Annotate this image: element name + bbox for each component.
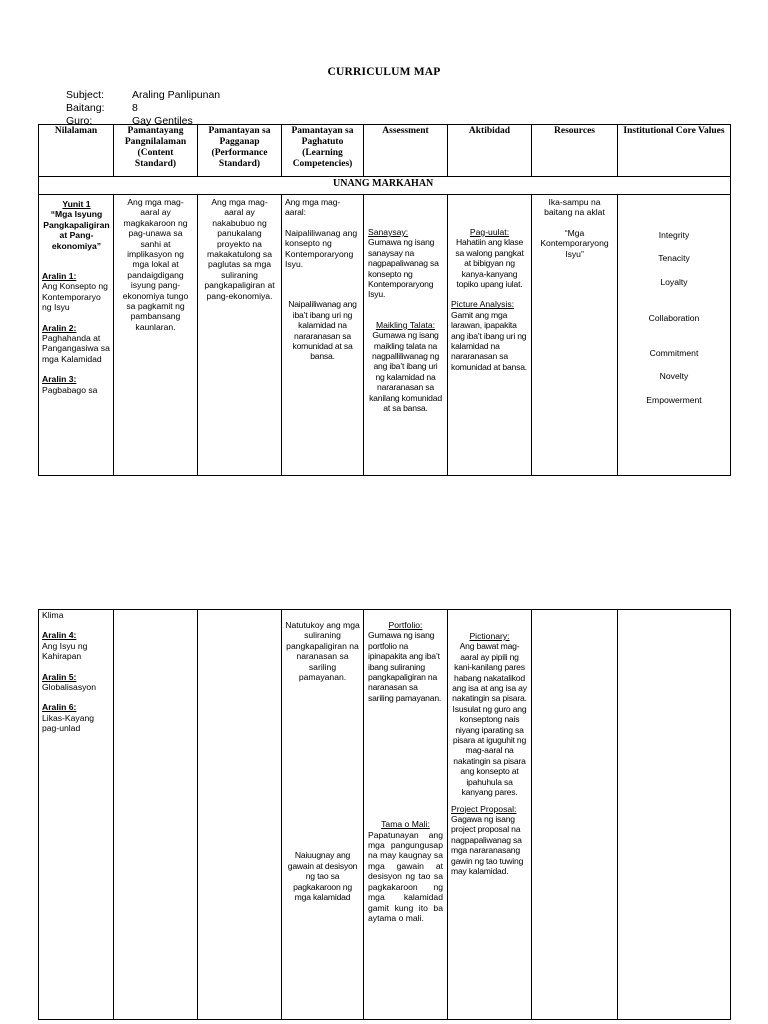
meta-grade <box>66 102 220 115</box>
core-value: Loyalty <box>660 276 688 287</box>
aralin-3-label: Aralin 3: <box>42 374 77 385</box>
core-value: Empowerment <box>646 395 702 406</box>
yunit-title: “Mga Isyung Pangkapaligiran at Pang-ekonomiya” <box>43 209 110 251</box>
competency-2: Naipaliliwanag ang iba’t ibang uri ng kalamidad na nararanasan sa komunidad at sa bansa. <box>288 299 357 362</box>
core-value: Tenacity <box>658 253 690 264</box>
activity-2-text: Gagawa ng isang project proposal na nagpapaliwanag sa mga nararanasang gawin ng tao tuwing may kalamidad. <box>451 813 524 876</box>
meta-value: Gay Gentiles <box>132 115 193 127</box>
activity-1-text: Ang bawat mag-aaral ay pipili ng kani-kanilang pares habang nakatalikod ang isa at ang isa ay nakatingin sa pisara. Isusulat ng guro ang konseptong nais niyang iparating sa pisara at iguguhit ng mag-aaral na nakatingin sa pisara ang konsepto at ipahuhula sa kanyang pares. <box>452 641 527 798</box>
assessment-2-text: Papatunayan ang mga pangungusap na may kaugnay sa mga gawain at desisyon ng tao sa pagkakaroon ng mga kalamidad gamit kung ito ba aytama o mali. <box>368 829 443 923</box>
assessment-1-text: Gumawa ng isang sanaysay na nagpapaliwanag sa konsepto ng Kontemporaryong Isyu. <box>368 237 439 300</box>
yunit-label: Yunit 1 <box>62 199 91 209</box>
cell-performance-standard <box>198 610 282 1020</box>
header-nilalaman: Nilalaman <box>39 125 114 177</box>
aralin-1-label: Aralin 1: <box>42 271 77 282</box>
aralin-2-label: Aralin 2: <box>42 322 77 333</box>
header-resources: Resources <box>532 125 618 177</box>
assessment-2-label: Maikling Talata: <box>375 319 436 330</box>
body-row <box>39 610 731 1020</box>
aralin-6-label: Aralin 6: <box>42 702 77 713</box>
curriculum-table-page-2 <box>38 609 731 1020</box>
klima-text: Klima <box>42 610 64 620</box>
meta-label: Guro: <box>66 115 93 127</box>
core-value: Commitment <box>649 347 699 358</box>
curriculum-table-page-1 <box>38 124 731 476</box>
activity-1-label: Pictionary: <box>469 631 510 641</box>
aralin-4-text: Ang Isyu ng Kahirapan <box>42 640 88 662</box>
quarter-label: UNANG MARKAHAN <box>333 178 434 189</box>
document-meta <box>66 89 220 128</box>
meta-label: Subject: <box>66 89 104 101</box>
competency-1: Natutukoy ang mga suliraning pangkapaligiran na naranasan sa sariling pamayanan. <box>285 620 360 683</box>
core-value: Novelty <box>659 371 689 382</box>
header-core-values: Institutional Core Values <box>618 125 731 177</box>
quarter-row <box>39 177 731 195</box>
cell-resources <box>532 195 618 476</box>
header-learning-competencies: Pamantayan sa Paghatuto (Learning Competencies) <box>282 125 364 177</box>
header-content-standard: Pamantayang Pangnilalaman (Content Standard) <box>114 125 198 177</box>
quarter-heading <box>39 177 731 195</box>
header-aktibidad: Aktibidad <box>448 125 532 177</box>
cell-core-values <box>618 610 731 1020</box>
header-performance-standard: Pamantayan sa Pagganap (Performance Standard) <box>198 125 282 177</box>
activity-1-label: Pag-uulat: <box>469 227 510 237</box>
activity-2-text: Gamit ang mga larawan, ipapakita ang iba’t ibang uri ng kalamidad na nararanasan sa komunidad at bansa. <box>451 309 527 372</box>
resources-1: Ika-sampu na baitang na aklat <box>544 197 605 218</box>
activity-2-label: Project Proposal: <box>451 803 517 814</box>
activity-2-label: Picture Analysis: <box>451 299 515 310</box>
meta-value: Araling Panlipunan <box>132 89 221 101</box>
competencies-intro: Ang mga mag-aaral: <box>285 197 341 218</box>
cell-nilalaman <box>39 610 114 1020</box>
cell-content-standard <box>114 610 198 1020</box>
body-row <box>39 195 731 476</box>
competency-2: Naiuugnay ang gawain at desisyon ng tao sa pagkakaroon ng mga kalamidad <box>287 850 358 903</box>
cell-learning-competencies <box>282 195 364 476</box>
cell-assessment <box>364 610 448 1020</box>
core-value: Collaboration <box>648 313 700 324</box>
cell-aktibidad <box>448 610 532 1020</box>
assessment-2-label: Tama o Mali: <box>381 819 430 830</box>
cell-nilalaman <box>39 195 114 476</box>
meta-label: Baitang: <box>66 102 105 114</box>
aralin-6-text: Likas-Kayang pag-unlad <box>42 712 95 734</box>
header-row <box>39 125 731 177</box>
assessment-1-label: Portfolio: <box>388 620 423 630</box>
cell-performance-standard: Ang mga mag-aaral ay nakabubuo ng panukalang proyekto na makakatulong sa paglutas sa mga suliraning pangkapaligiran at pang-ekonomiya. <box>198 195 282 476</box>
cell-resources <box>532 610 618 1020</box>
cell-aktibidad <box>448 195 532 476</box>
meta-value: 8 <box>132 102 138 114</box>
resources-2: “Mga Kontemporaryong Isyu” <box>540 227 609 259</box>
aralin-5-text: Globalisasyon <box>42 682 96 693</box>
activity-1-text: Hahatiin ang klase sa walong pangkat at bibigyan ng kanya-kanyang topiko upang iulat. <box>455 237 524 290</box>
cell-learning-competencies <box>282 610 364 1020</box>
assessment-2-text: Gumawa ng isang maikling talata na nagpalliliwanag ng ang iba’t ibang uri ng kalamidad na nararanasan sa kanilang komunidad at sa bansa. <box>369 330 442 414</box>
document-title: CURRICULUM MAP <box>327 66 441 78</box>
aralin-4-label: Aralin 4: <box>42 630 77 641</box>
aralin-2-text: Paghahanda at Pangangasiwa sa mga Kalamidad <box>42 333 110 364</box>
assessment-1-text: Gumawa ng isang portfolio na ipinapakita ang iba’t ibang suliraning pangkapaligiran na naranasan sa sariling pamayanan. <box>368 630 442 703</box>
aralin-1-text: Ang Konsepto ng Kontemporaryo ng Isyu <box>42 281 108 313</box>
cell-assessment <box>364 195 448 476</box>
cell-content-standard: Ang mga mag-aaral ay magkakaroon ng pag-unawa sa sanhi at implikasyon ng mga lokal at pandaigdigang isyung pang-ekonomiya tungo sa pagkamit ng pambansang kaunlaran. <box>114 195 198 476</box>
core-value: Integrity <box>658 230 690 240</box>
cell-core-values <box>618 195 731 476</box>
header-assessment: Assessment <box>364 125 448 177</box>
aralin-5-label: Aralin 5: <box>42 671 77 682</box>
meta-subject <box>66 89 220 102</box>
competency-1: Naipaliliwanag ang konsepto ng Kontemporaryong Isyu. <box>285 227 358 270</box>
assessment-1-label: Sanaysay: <box>368 227 409 237</box>
aralin-3-text: Pagbabago sa <box>42 384 98 395</box>
